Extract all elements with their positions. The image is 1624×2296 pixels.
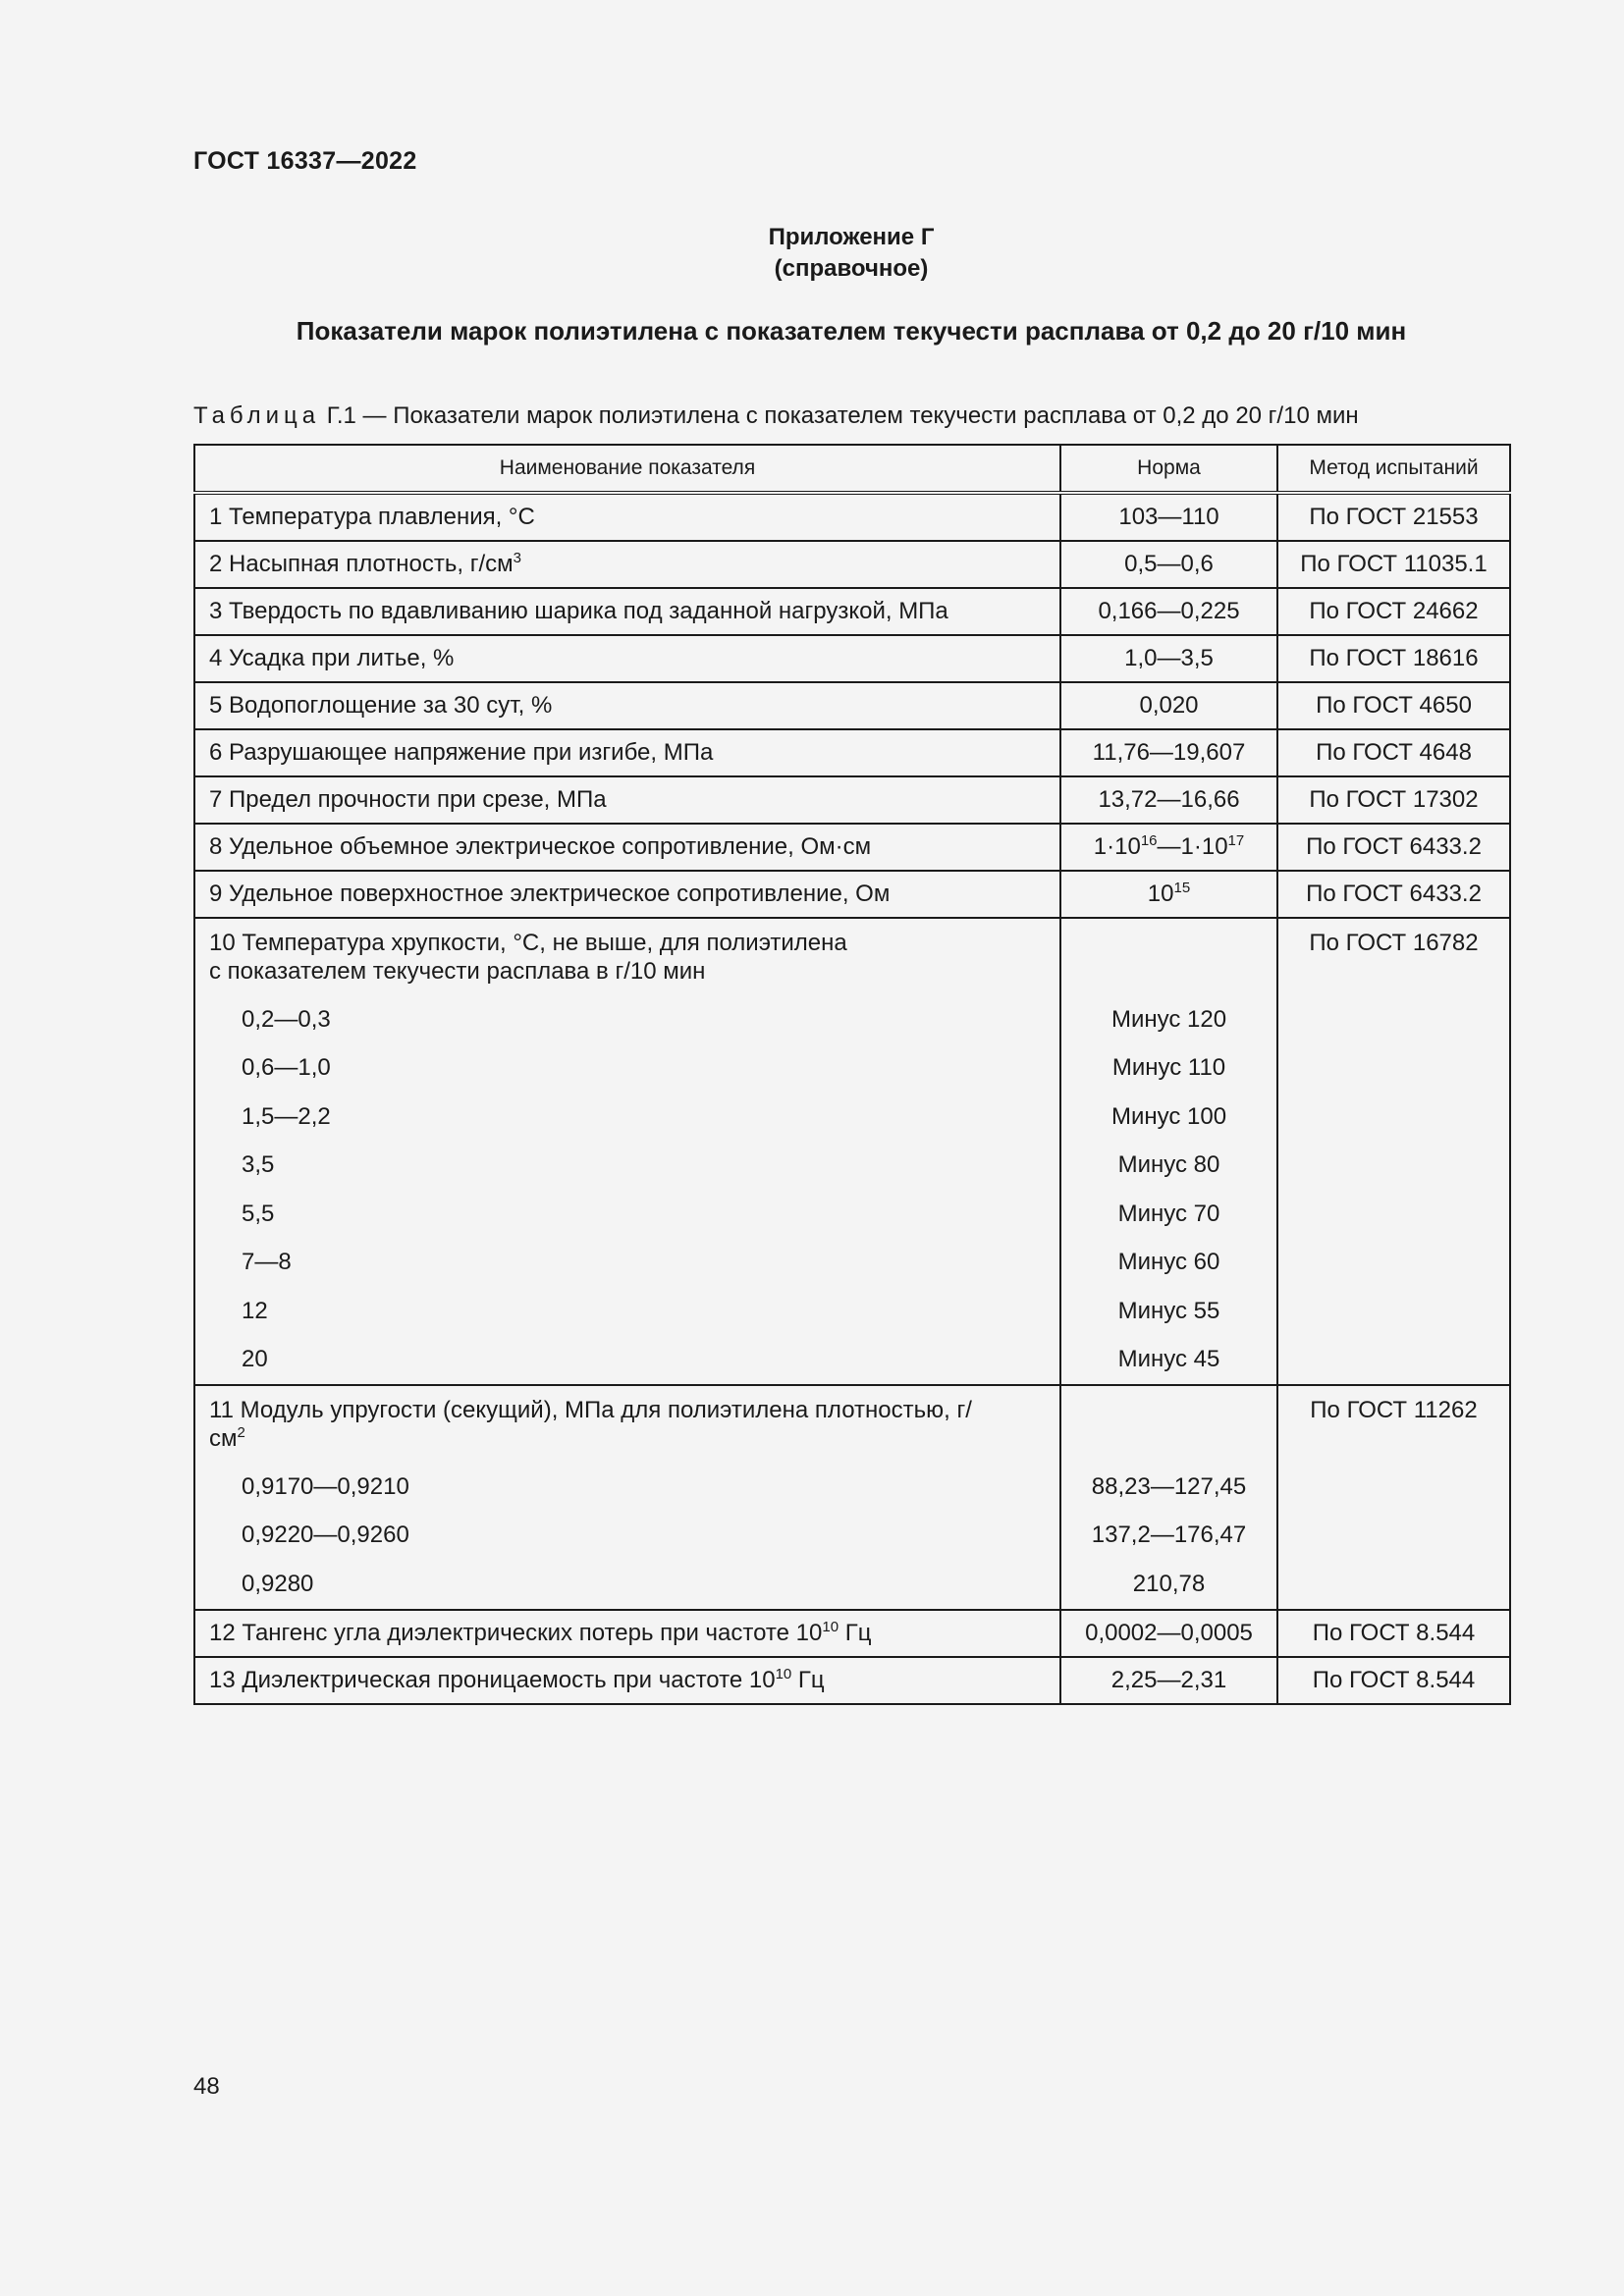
row-method: По ГОСТ 11262 — [1277, 1385, 1510, 1463]
table-caption-prefix: Таблица — [193, 402, 321, 429]
row-name-text: 13 Диэлектрическая проницаемость при частоте 10 — [209, 1666, 776, 1693]
subrow-method — [1277, 1560, 1510, 1610]
row-name-line: 10 Температура хрупкости, °С, не выше, для полиэтилена — [209, 930, 847, 956]
table-subrow — [194, 1190, 1510, 1239]
row-value — [1060, 918, 1277, 995]
subrow-label: 20 — [194, 1336, 1060, 1386]
row-name — [194, 1657, 1060, 1704]
row-name: 3 Твердость по вдавливанию шарика под заданной нагрузкой, МПа — [194, 588, 1060, 635]
subrow-value: Минус 55 — [1060, 1287, 1277, 1336]
row-value — [1060, 871, 1277, 918]
appendix-heading: Показатели марок полиэтилена с показателем текучести расплава от 0,2 до 20 г/10 мин — [296, 316, 1407, 346]
column-header-name: Наименование показателя — [194, 445, 1060, 493]
row-name-sup: 3 — [513, 550, 521, 566]
subrow-label: 0,9280 — [194, 1560, 1060, 1610]
subrow-label: 1,5—2,2 — [194, 1093, 1060, 1142]
row-value: 2,25—2,31 — [1060, 1657, 1277, 1704]
row-value-b-sup: 17 — [1227, 832, 1245, 849]
row-name-line: с показателем текучести расплава в г/10 мин — [209, 958, 706, 985]
subrow-method — [1277, 1336, 1510, 1386]
row-method: По ГОСТ 16782 — [1277, 918, 1510, 995]
table-row — [194, 493, 1510, 541]
table-subrow — [194, 1142, 1510, 1191]
row-value-base: 10 — [1147, 881, 1174, 907]
table-subrow — [194, 1044, 1510, 1094]
table-row — [194, 635, 1510, 682]
table-caption — [193, 402, 1359, 430]
row-method: По ГОСТ 6433.2 — [1277, 824, 1510, 871]
row-value: 0,166—0,225 — [1060, 588, 1277, 635]
subrow-value: Минус 120 — [1060, 995, 1277, 1044]
row-method: По ГОСТ 4648 — [1277, 729, 1510, 776]
subrow-label: 0,2—0,3 — [194, 995, 1060, 1044]
row-value: 11,76—19,607 — [1060, 729, 1277, 776]
table-row — [194, 871, 1510, 918]
subrow-method — [1277, 1512, 1510, 1561]
row-name: 8 Удельное объемное электрическое сопротивление, Ом·см — [194, 824, 1060, 871]
row-name-sup: 10 — [775, 1665, 792, 1682]
table-row — [194, 541, 1510, 588]
subrow-value: Минус 60 — [1060, 1239, 1277, 1288]
row-name — [194, 1385, 1060, 1463]
table-row — [194, 729, 1510, 776]
table-row — [194, 682, 1510, 729]
subrow-value: Минус 100 — [1060, 1093, 1277, 1142]
table-subrow — [194, 1560, 1510, 1610]
subrow-value: Минус 110 — [1060, 1044, 1277, 1094]
subrow-label: 3,5 — [194, 1142, 1060, 1191]
table-subrow — [194, 1512, 1510, 1561]
row-method: По ГОСТ 11035.1 — [1277, 541, 1510, 588]
row-value: 1,0—3,5 — [1060, 635, 1277, 682]
page-number: 48 — [193, 2073, 220, 2100]
row-value: 13,72—16,66 — [1060, 776, 1277, 824]
row-value-a-sup: 16 — [1140, 832, 1158, 849]
row-value — [1060, 824, 1277, 871]
row-name-tail: Гц — [839, 1619, 872, 1646]
properties-table — [193, 444, 1511, 1705]
table-row-group-heading — [194, 1385, 1510, 1463]
row-name: 6 Разрушающее напряжение при изгибе, МПа — [194, 729, 1060, 776]
subrow-method — [1277, 1287, 1510, 1336]
row-value-b: —1·10 — [1157, 833, 1228, 860]
document-code: ГОСТ 16337—2022 — [193, 147, 417, 175]
subrow-method — [1277, 1463, 1510, 1512]
table-row — [194, 824, 1510, 871]
row-name-tail: Гц — [791, 1666, 825, 1693]
subrow-method — [1277, 995, 1510, 1044]
table-row — [194, 776, 1510, 824]
table-header-row — [194, 445, 1510, 493]
subrow-label: 12 — [194, 1287, 1060, 1336]
subrow-value: 137,2—176,47 — [1060, 1512, 1277, 1561]
subrow-label: 0,9220—0,9260 — [194, 1512, 1060, 1561]
subrow-method — [1277, 1044, 1510, 1094]
row-name: 7 Предел прочности при срезе, МПа — [194, 776, 1060, 824]
appendix-title: Приложение Г — [768, 224, 935, 250]
table-caption-text: Г.1 — Показатели марок полиэтилена с показателем текучести расплава от 0,2 до 20 г/10 мин — [320, 402, 1359, 429]
row-method: По ГОСТ 4650 — [1277, 682, 1510, 729]
subrow-method — [1277, 1239, 1510, 1288]
table-row — [194, 1610, 1510, 1657]
table-row — [194, 588, 1510, 635]
row-name-text: 12 Тангенс угла диэлектрических потерь при частоте 10 — [209, 1619, 823, 1646]
row-method: По ГОСТ 24662 — [1277, 588, 1510, 635]
subrow-label: 7—8 — [194, 1239, 1060, 1288]
subrow-value: Минус 80 — [1060, 1142, 1277, 1191]
table-subrow — [194, 1239, 1510, 1288]
row-name-line: 11 Модуль упругости (секущий), МПа для полиэтилена плотностью, г/ — [209, 1397, 972, 1423]
table-row-group-heading — [194, 918, 1510, 995]
row-value: 0,020 — [1060, 682, 1277, 729]
row-method: По ГОСТ 6433.2 — [1277, 871, 1510, 918]
table-subrow — [194, 1093, 1510, 1142]
column-header-norm: Норма — [1060, 445, 1277, 493]
row-name — [194, 1610, 1060, 1657]
row-value: 0,0002—0,0005 — [1060, 1610, 1277, 1657]
table-subrow — [194, 1463, 1510, 1512]
appendix-subtitle: (справочное) — [774, 255, 929, 282]
row-method: По ГОСТ 8.544 — [1277, 1657, 1510, 1704]
row-name: 5 Водопоглощение за 30 сут, % — [194, 682, 1060, 729]
subrow-label: 5,5 — [194, 1190, 1060, 1239]
row-name-line — [209, 1424, 1046, 1453]
column-header-method: Метод испытаний — [1277, 445, 1510, 493]
subrow-method — [1277, 1142, 1510, 1191]
row-value-sup: 15 — [1173, 880, 1191, 896]
row-name: 1 Температура плавления, °С — [194, 493, 1060, 541]
row-value: 103—110 — [1060, 493, 1277, 541]
subrow-label: 0,9170—0,9210 — [194, 1463, 1060, 1512]
row-name: 4 Усадка при литье, % — [194, 635, 1060, 682]
row-name-line-text: см — [209, 1425, 238, 1452]
subrow-method — [1277, 1190, 1510, 1239]
row-name-sup: 2 — [237, 1424, 245, 1441]
row-name-text: 2 Насыпная плотность, г/см — [209, 551, 514, 577]
subrow-label: 0,6—1,0 — [194, 1044, 1060, 1094]
table-subrow — [194, 1287, 1510, 1336]
subrow-method — [1277, 1093, 1510, 1142]
row-name: 9 Удельное поверхностное электрическое сопротивление, Ом — [194, 871, 1060, 918]
subrow-value: 210,78 — [1060, 1560, 1277, 1610]
subrow-value: Минус 70 — [1060, 1190, 1277, 1239]
table-subrow — [194, 995, 1510, 1044]
row-method: По ГОСТ 18616 — [1277, 635, 1510, 682]
row-name — [194, 918, 1060, 995]
table-subrow — [194, 1336, 1510, 1386]
subrow-value: Минус 45 — [1060, 1336, 1277, 1386]
row-name — [194, 541, 1060, 588]
row-name-sup: 10 — [822, 1618, 839, 1635]
subrow-value: 88,23—127,45 — [1060, 1463, 1277, 1512]
row-method: По ГОСТ 21553 — [1277, 493, 1510, 541]
row-method: По ГОСТ 17302 — [1277, 776, 1510, 824]
row-value-a: 1·10 — [1093, 833, 1141, 860]
row-value: 0,5—0,6 — [1060, 541, 1277, 588]
row-method: По ГОСТ 8.544 — [1277, 1610, 1510, 1657]
table-row — [194, 1657, 1510, 1704]
row-value — [1060, 1385, 1277, 1463]
